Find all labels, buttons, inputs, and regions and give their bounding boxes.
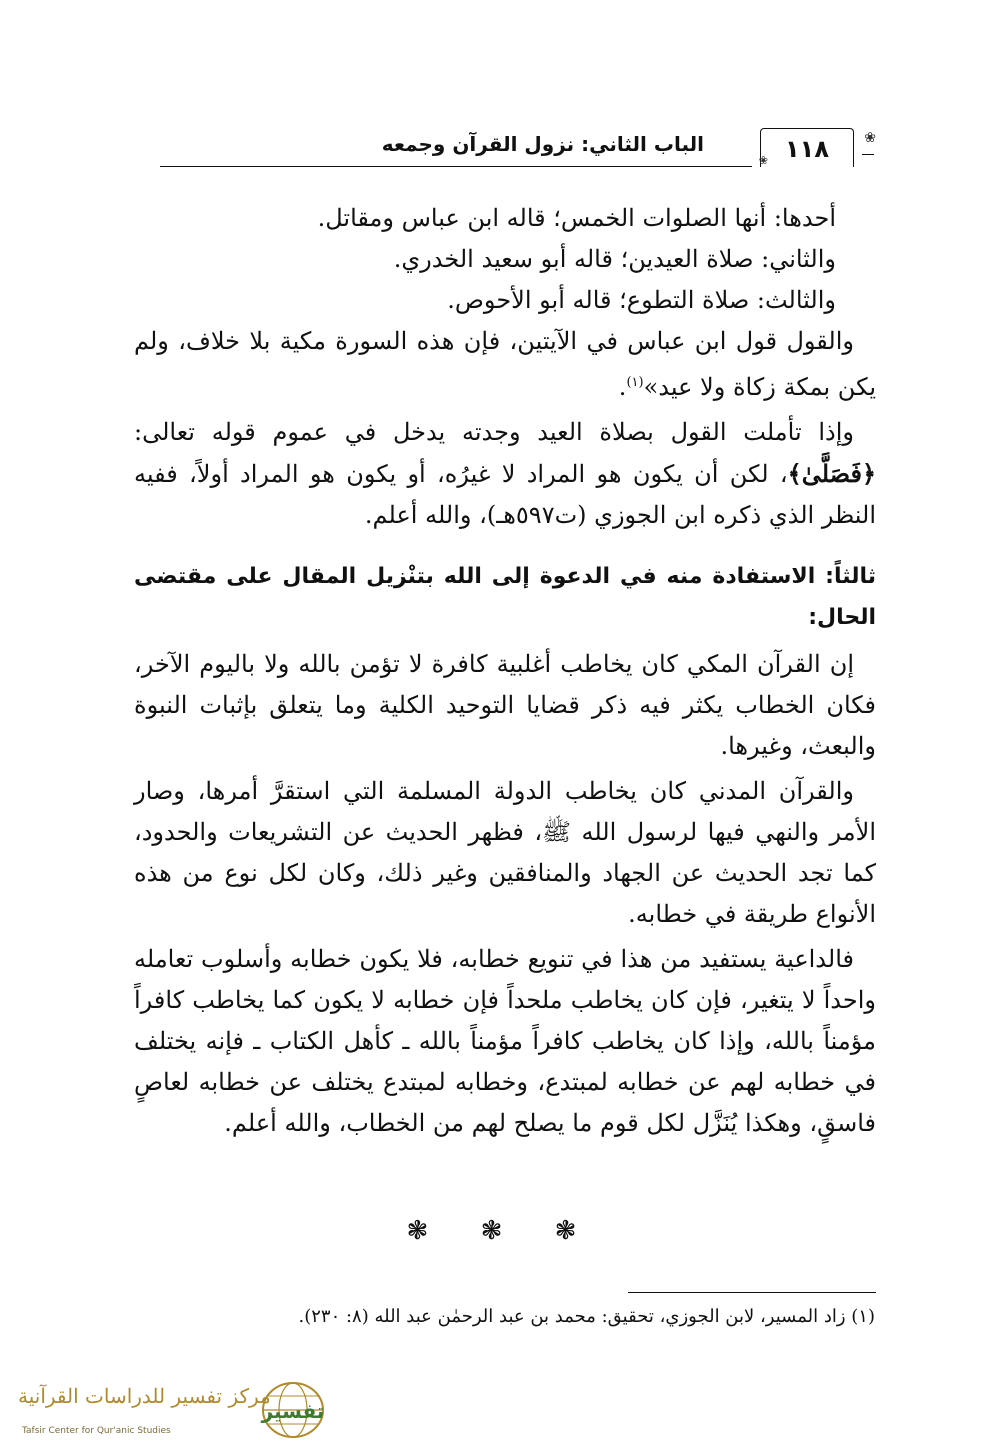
paragraph-text: ، لكن أن يكون هو المراد لا غيرُه، أو يكون هو المراد أولاً، ففيه النظر الذي ذكره ابن الجوزي (ت٥٩٧هـ)، والله أعلم. xyxy=(134,460,876,529)
paragraph: والثالث: صلاة التطوع؛ قاله أبو الأحوص. xyxy=(447,286,836,314)
corner-ornament-icon: ❀ xyxy=(758,154,768,167)
paragraph: والثاني: صلاة العيدين؛ قاله أبو سعيد الخدري. xyxy=(393,245,836,273)
publisher-logo xyxy=(2,1380,342,1442)
paragraph xyxy=(134,412,876,536)
footnote-rule xyxy=(628,1292,876,1293)
quran-quote: ﴿فَصَلَّىٰ﴾ xyxy=(787,459,876,488)
paragraph: أحدها: أنها الصلوات الخمس؛ قاله ابن عباس ومقاتل. xyxy=(317,204,836,232)
footnote-ref: (١) xyxy=(626,375,644,390)
corner-ornament-icon: ❀ xyxy=(864,130,876,146)
section-heading: ثالثاً: الاستفادة منه في الدعوة إلى الله بتنْزيل المقال على مقتضى الحال: xyxy=(134,564,876,630)
header-rule xyxy=(160,166,752,167)
paragraph-text: وإذا تأملت القول بصلاة العيد وجدته يدخل في عموم قوله تعالى: xyxy=(134,418,854,446)
footnote: (١) زاد المسير، لابن الجوزي، تحقيق: محمد بن عبد الرحمٰن عبد الله (٨: ٢٣٠). xyxy=(298,1306,875,1327)
page-number: ١١٨ xyxy=(760,128,854,167)
header-dash xyxy=(862,154,874,155)
main-text xyxy=(134,198,876,1144)
logo-arabic-text: مركز تفسير للدراسات القرآنية xyxy=(18,1384,271,1408)
paragraph-text: والقول قول ابن عباس في الآيتين، فإن هذه السورة مكية بلا خلاف، ولم يكن بمكة زكاة ولا عيد» xyxy=(134,327,876,401)
chapter-title: الباب الثاني: نزول القرآن وجمعه xyxy=(381,132,704,156)
emblem-text: تفسير xyxy=(261,1399,325,1423)
paragraph: فالداعية يستفيد من هذا في تنويع خطابه، فلا يكون خطابه وأسلوب تعامله واحداً لا يتغير، فإن كان يخاطب ملحداً فإن خطابه لا يكون كما يخاطب كافراً مؤمناً بالله، وإذا كان يخاطب كافراً مؤمناً بالله ـ كأهل الكتاب ـ فإنه يختلف في خطابه لهم عن خطابه لمبتدع، وخطابه لمبتدع يختلف عن خطابه لعاصٍ فاسقٍ، وهكذا يُنَزَّل لكل قوم ما يصلح لهم من الخطاب، والله أعلم. xyxy=(134,945,876,1137)
paragraph: والقرآن المدني كان يخاطب الدولة المسلمة التي استقرَّ أمرها، وصار الأمر والنهي فيها لرسول الله ﷺ، فظهر الحديث عن التشريعات والحدود، كما تجد الحديث عن الجهاد والمنافقين وغير ذلك، وكان لكل نوع من هذه الأنواع طريقة في خطابه. xyxy=(134,777,876,928)
paragraph-end: . xyxy=(618,373,627,401)
paragraph xyxy=(134,321,876,408)
paragraph: إن القرآن المكي كان يخاطب أغلبية كافرة لا تؤمن بالله ولا باليوم الآخر، فكان الخطاب يكثر فيه ذكر قضايا التوحيد الكلية وما يتعلق بإثبات النبوة والبعث، وغيرها. xyxy=(134,650,877,760)
page-header xyxy=(160,128,876,170)
logo-english-text: Tafsir Center for Qur'anic Studies xyxy=(22,1426,171,1436)
section-separator: ❃ ❃ ❃ xyxy=(406,1216,599,1246)
